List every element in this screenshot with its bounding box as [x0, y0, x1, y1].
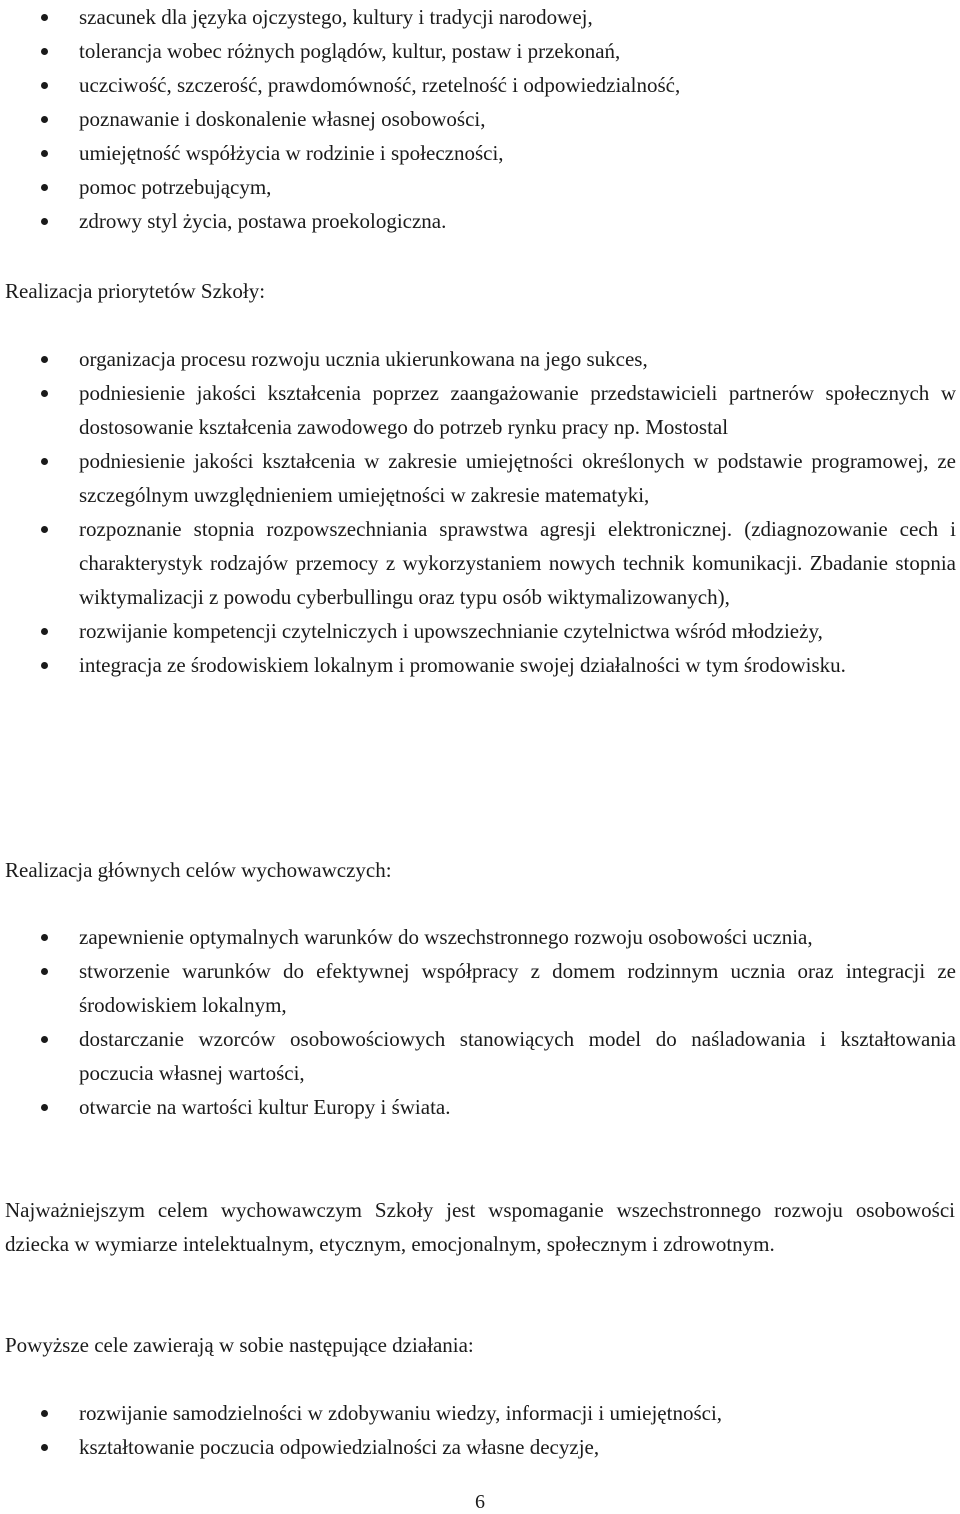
list-item: szacunek dla języka ojczystego, kultury i tradycji narodowej, — [0, 0, 956, 34]
bullet-icon — [41, 1410, 48, 1417]
list-item: stworzenie warunków do efektywnej współpracy z domem rodzinnym ucznia oraz integracji ze środowiskiem lokalnym, — [0, 954, 956, 1022]
bullet-icon — [41, 458, 48, 465]
list-item: rozpoznanie stopnia rozpowszechniania sprawstwa agresji elektronicznej. (zdiagnozowanie cech i charakterystyk rodzajów przemocy z wykorzystaniem nowych technik komunikacji. Zbadanie stopnia wiktymalizacji z powodu cyberbullingu oraz typu osób wiktymalizowanych), — [0, 512, 956, 614]
bullet-icon — [41, 390, 48, 397]
goals-heading: Realizacja głównych celów wychowawczych: — [5, 858, 392, 882]
list-item: otwarcie na wartości kultur Europy i świata. — [0, 1090, 956, 1124]
list-item: integracja ze środowiskiem lokalnym i promowanie swojej działalności w tym środowisku. — [0, 648, 956, 682]
list-item: tolerancja wobec różnych poglądów, kultur, postaw i przekonań, — [0, 34, 956, 68]
priorities-list — [0, 342, 956, 682]
list-item: rozwijanie samodzielności w zdobywaniu wiedzy, informacji i umiejętności, — [0, 1396, 956, 1430]
bullet-icon — [41, 356, 48, 363]
main-goal-paragraph: Najważniejszym celem wychowawczym Szkoły jest wspomaganie wszechstronnego rozwoju osobowości dziecka w wymiarze intelektualnym, etycznym, emocjonalnym, społecznym i zdrowotnym. — [5, 1198, 955, 1256]
list-item: dostarczanie wzorców osobowościowych stanowiących model do naśladowania i kształtowania poczucia własnej wartości, — [0, 1022, 956, 1090]
bullet-icon — [41, 1036, 48, 1043]
list-item: podniesienie jakości kształcenia w zakresie umiejętności określonych w podstawie programowej, ze szczególnym uwzględnieniem umiejętności w zakresie matematyki, — [0, 444, 956, 512]
bullet-icon — [41, 48, 48, 55]
bullet-icon — [41, 150, 48, 157]
list-item: kształtowanie poczucia odpowiedzialności za własne decyzje, — [0, 1430, 956, 1464]
bullet-icon — [41, 82, 48, 89]
bullet-icon — [41, 1104, 48, 1111]
list-item: podniesienie jakości kształcenia poprzez zaangażowanie przedstawicieli partnerów społecznych w dostosowanie kształcenia zawodowego do potrzeb rynku pracy np. Mostostal — [0, 376, 956, 444]
goals-list — [0, 920, 956, 1124]
list-item: organizacja procesu rozwoju ucznia ukierunkowana na jego sukces, — [0, 342, 956, 376]
bullet-icon — [41, 1444, 48, 1451]
actions-list — [0, 1396, 956, 1464]
page-number: 6 — [475, 1491, 485, 1513]
list-item: rozwijanie kompetencji czytelniczych i upowszechnianie czytelnictwa wśród młodzieży, — [0, 614, 956, 648]
list-item: pomoc potrzebującym, — [0, 170, 956, 204]
bullet-icon — [41, 116, 48, 123]
values-list — [0, 0, 956, 238]
priorities-heading: Realizacja priorytetów Szkoły: — [5, 279, 266, 303]
actions-heading: Powyższe cele zawierają w sobie następujące działania: — [5, 1333, 474, 1357]
list-item: uczciwość, szczerość, prawdomówność, rzetelność i odpowiedzialność, — [0, 68, 956, 102]
list-item: poznawanie i doskonalenie własnej osobowości, — [0, 102, 956, 136]
bullet-icon — [41, 184, 48, 191]
list-item: zapewnienie optymalnych warunków do wszechstronnego rozwoju osobowości ucznia, — [0, 920, 956, 954]
bullet-icon — [41, 218, 48, 225]
bullet-icon — [41, 526, 48, 533]
bullet-icon — [41, 662, 48, 669]
bullet-icon — [41, 934, 48, 941]
list-item: umiejętność współżycia w rodzinie i społeczności, — [0, 136, 956, 170]
bullet-icon — [41, 628, 48, 635]
bullet-icon — [41, 968, 48, 975]
bullet-icon — [41, 14, 48, 21]
list-item: zdrowy styl życia, postawa proekologiczna. — [0, 204, 956, 238]
